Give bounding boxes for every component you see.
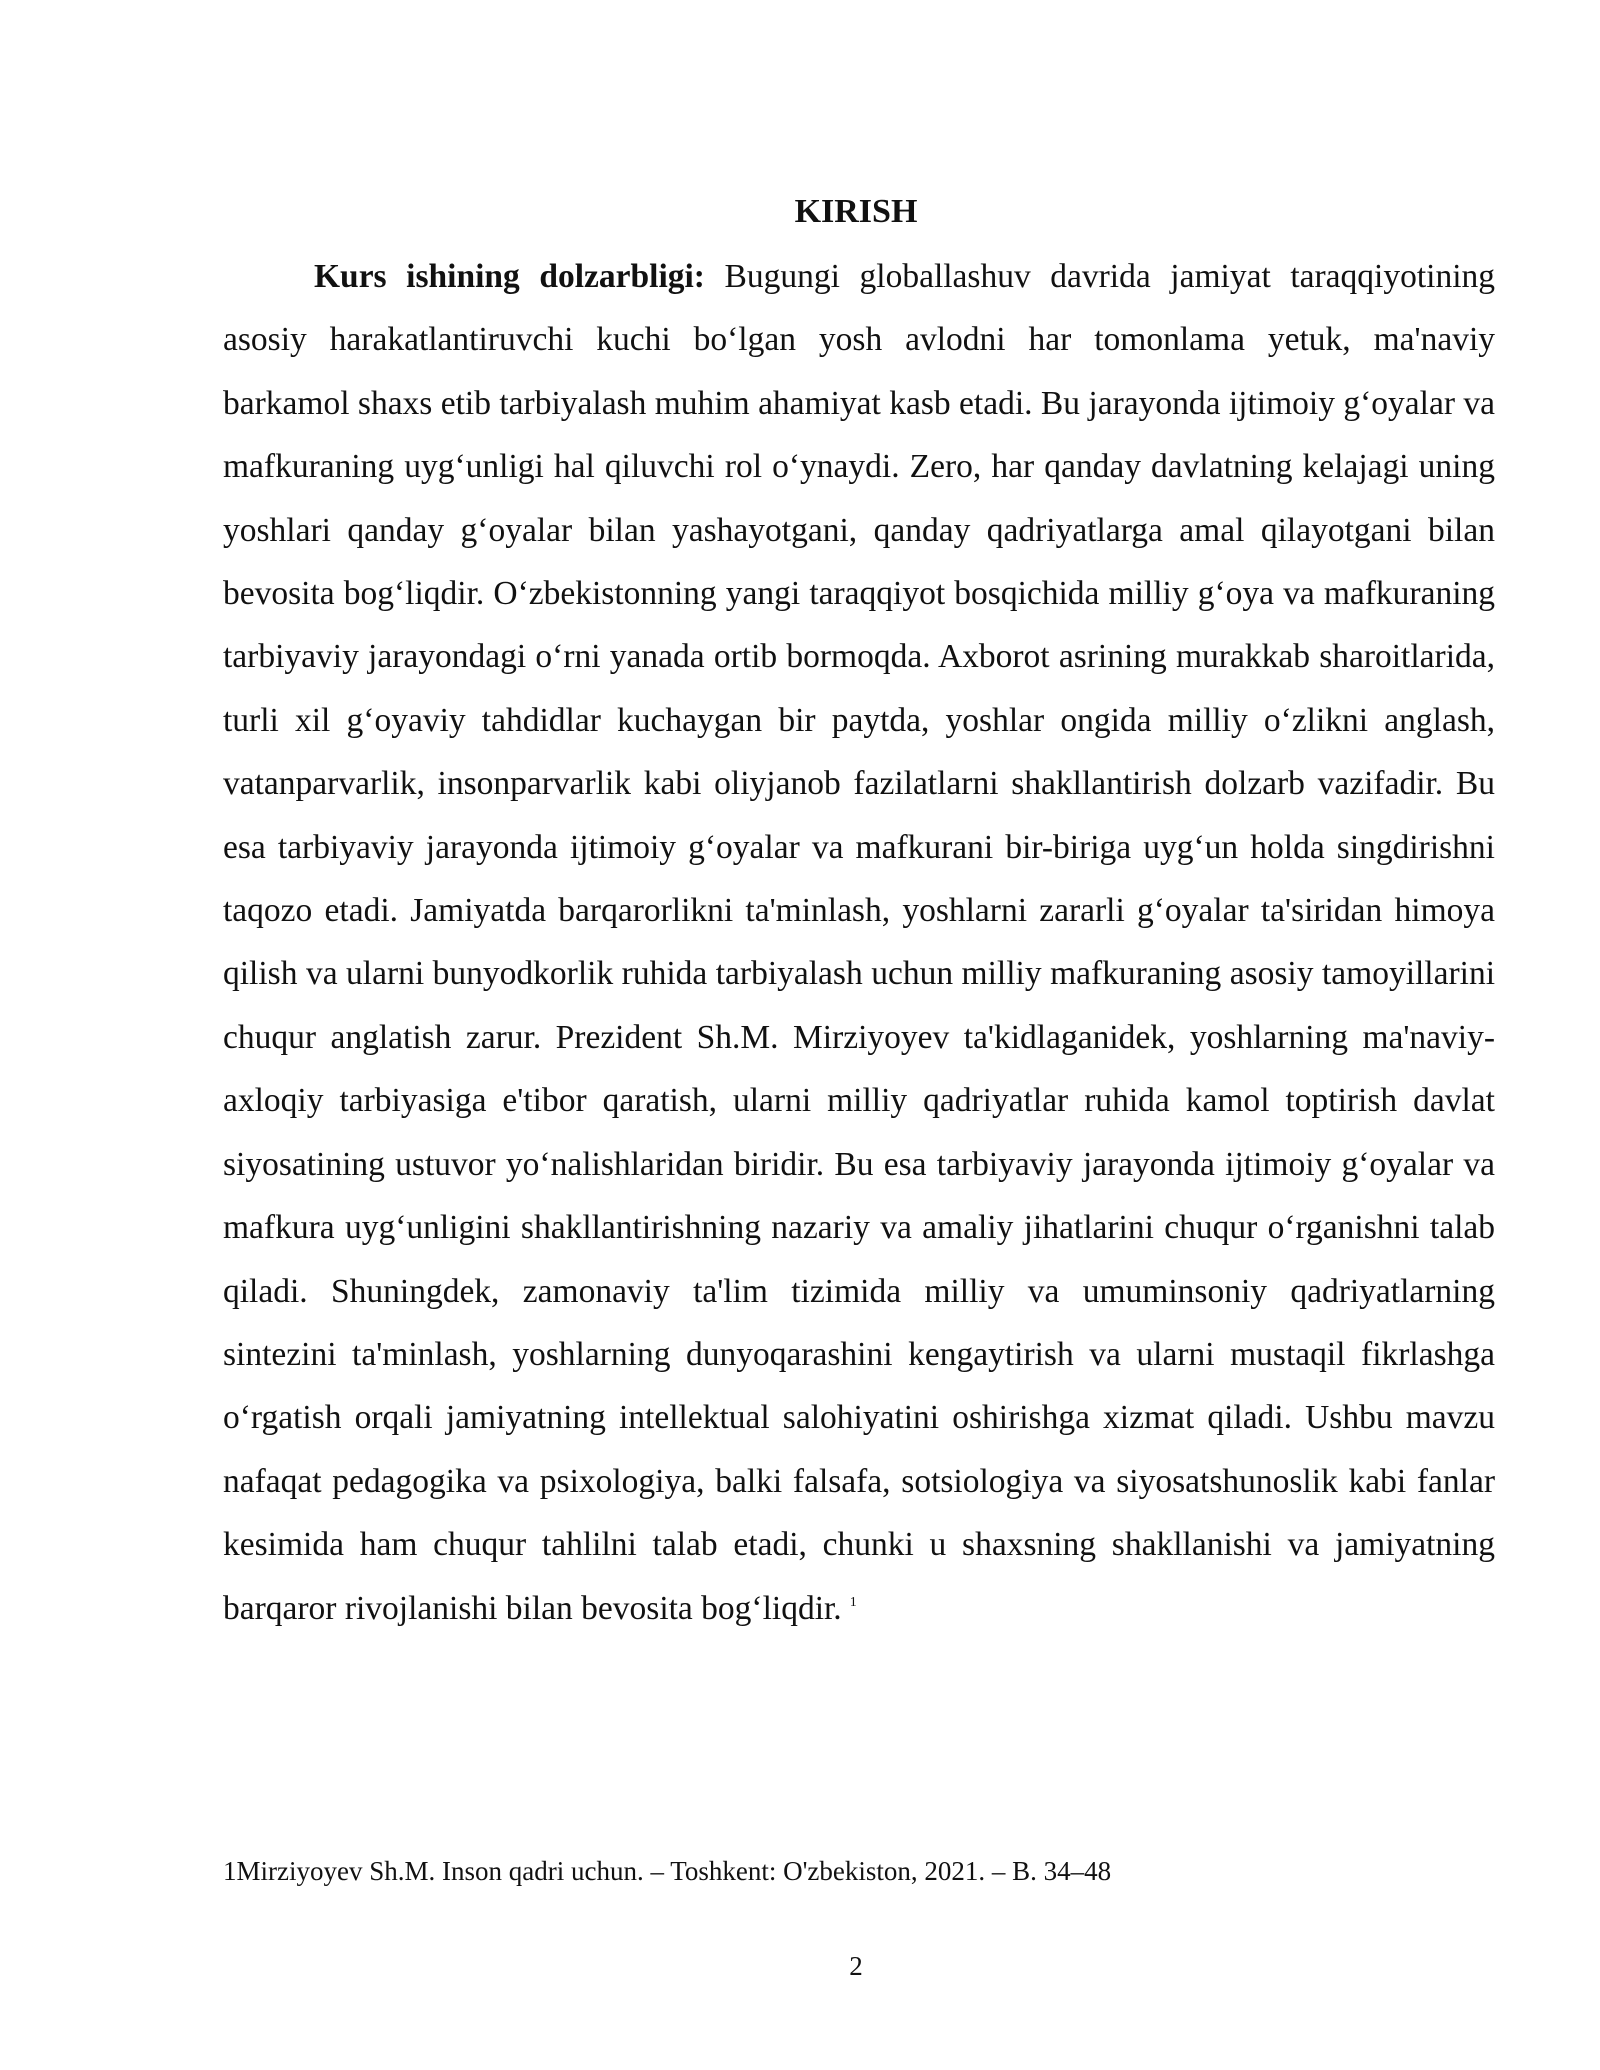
- footnote-reference[interactable]: 1: [849, 1595, 857, 1611]
- footnote: [223, 1853, 1495, 1889]
- section-heading: KIRISH: [794, 193, 918, 230]
- paragraph-text: Bugungi globallashuv davrida jamiyat taraqqiyotining asosiy harakatlantiruvchi kuchi boʻlgan yosh avlodni har tomonlama yetuk, ma'naviy barkamol shaxs etib tarbiyalash muhim ahamiyat kasb etadi. Bu jarayonda ijtimoiy gʻoyalar va mafkuraning uygʻunligi hal qiluvchi rol oʻynaydi. Zero, har qanday davlatning kelajagi uning yoshlari qanday gʻoyalar bilan yashayotgani, qanday qadriyatlarga amal qilayotgani bilan bevosita bogʻliqdir. Oʻzbekistonning yangi taraqqiyot bosqichida milliy gʻoya va mafkuraning tarbiyaviy jarayondagi oʻrni yanada ortib bormoqda. Axborot asrining murakkab sharoitlarida, turli xil gʻoyaviy tahdidlar kuchaygan bir paytda, yoshlar ongida milliy oʻzlikni anglash, vatanparvarlik, insonparvarlik kabi oliyjanob fazilatlarni shakllantirish dolzarb vazifadir. Bu esa tarbiyaviy jarayonda ijtimoiy gʻoyalar va mafkurani bir-biriga uygʻun holda singdirishni taqozo etadi. Jamiyatda barqarorlikni ta'minlash, yoshlarni zararli gʻoyalar ta'siridan himoya qilish va ularni bunyodkorlik ruhida tarbiyalash uchun milliy mafkuraning asosiy tamoyillarini chuqur anglatish zarur. Prezident Sh.M. Mirziyoyev ta'kidlaganidek, yoshlarning ma'naviy-axloqiy tarbiyasiga e'tibor qaratish, ularni milliy qadriyatlar ruhida kamol toptirish davlat siyosatining ustuvor yoʻnalishlaridan biridir. Bu esa tarbiyaviy jarayonda ijtimoiy gʻoyalar va mafkura uygʻunligini shakllantirishning nazariy va amaliy jihatlarini chuqur oʻrganishni talab qiladi. Shuningdek, zamonaviy ta'lim tizimida milliy va umuminsoniy qadriyatlarning sintezini ta'minlash, yoshlarning dunyoqarashini kengaytirish va ularni mustaqil fikrlashga oʻrgatish orqali jamiyatning intellektual salohiyatini oshirishga xizmat qiladi. Ushbu mavzu nafaqat pedagogika va psixologiya, balki falsafa, sotsiologiya va siyosatshunoslik kabi fanlar kesimida ham chuqur tahlilni talab etadi, chunki u shaxsning shakllanishi va jamiyatning barqaror rivojlanishi bilan bevosita bogʻliqdir.: [223, 258, 1496, 1627]
- paragraph-lead: Kurs ishining dolzarbligi:: [314, 258, 705, 295]
- footnote-number: 1: [223, 1856, 237, 1886]
- intro-paragraph: [223, 245, 1495, 1640]
- page-number: 2: [849, 1951, 863, 1981]
- footnote-text: Mirziyoyev Sh.M. Inson qadri uchun. – Toshkent: O'zbekiston, 2021. – B. 34–48: [236, 1856, 1112, 1886]
